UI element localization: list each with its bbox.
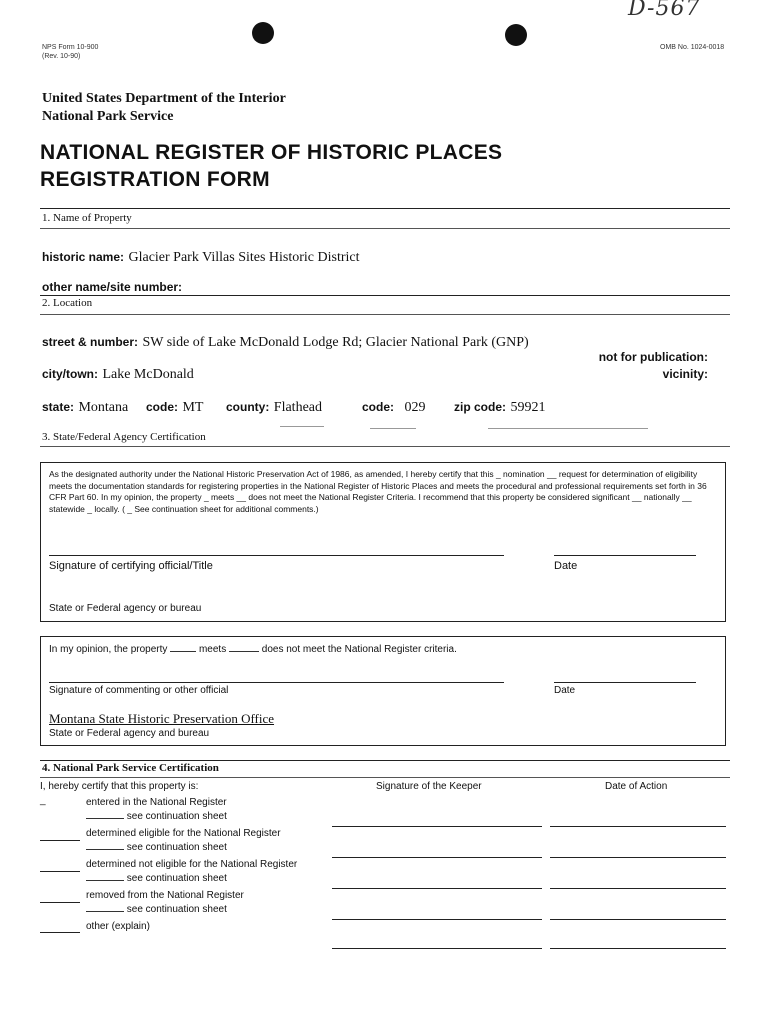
opinion-meets: meets [198,644,227,655]
agency-line-1: United States Department of the Interior [42,91,286,106]
historic-name-label: historic name: [42,250,125,264]
section-1-heading: 1. Name of Property [42,212,132,224]
commenting-date-label: Date [554,685,576,696]
city-label: city/town: [42,367,98,381]
state-group [42,398,128,416]
section-4-heading: 4. National Park Service Certification [42,762,219,774]
removed-continuation-blank[interactable] [86,911,124,912]
commenting-signature-label: Signature of commenting or other official [49,685,229,696]
certifying-agency-label: State or Federal agency or bureau [49,603,202,614]
opinion-not-meet-blank[interactable] [229,651,259,652]
certifying-date-label: Date [554,560,578,572]
section-2-heading: 2. Location [42,297,93,309]
commenting-official-box [40,636,726,746]
section-3-heading: 3. State/Federal Agency Certification [42,431,206,443]
other-name-label: other name/site number: [42,280,183,294]
certifying-signature-line[interactable] [49,555,504,556]
county-label: county: [226,400,270,414]
form-title-line-2: REGISTRATION FORM [40,168,270,191]
other-keeper-line[interactable] [332,948,542,949]
county-field[interactable]: Flathead [273,400,323,415]
scan-dash [280,426,324,427]
removed-label: removed from the National Register [86,890,244,901]
section-3-heading-rule [40,446,730,447]
opinion-prefix: In my opinion, the property [49,644,168,655]
handwritten-reference: D-567 [628,0,701,21]
street-row [42,333,529,351]
removed-continuation-label: see continuation sheet [126,904,227,915]
eligible-check-blank[interactable] [40,840,80,841]
scan-dash [370,428,416,429]
eligible-date-line[interactable] [550,857,726,858]
state-code-group [146,398,203,416]
other-check-blank[interactable] [40,932,80,933]
city-field[interactable]: Lake McDonald [102,367,194,382]
other-date-line[interactable] [550,948,726,949]
eligible-label: determined eligible for the National Register [86,828,281,839]
other-explain-label: other (explain) [86,921,150,932]
vicinity-label: vicinity: [662,367,708,381]
form-revision: (Rev. 10-90) [42,53,81,60]
historic-name-field[interactable]: Glacier Park Villas Sites Historic District [128,250,360,265]
form-number: NPS Form 10-900 [42,44,99,51]
state-label: state: [42,400,75,414]
not-eligible-continuation-blank[interactable] [86,880,124,881]
state-field[interactable]: Montana [78,400,129,415]
not-eligible-label: determined not eligible for the National Register [86,859,298,870]
county-code-field[interactable]: 029 [404,400,426,415]
state-code-field[interactable]: MT [182,400,204,415]
opinion-meets-blank[interactable] [170,651,196,652]
entered-keeper-line[interactable] [332,826,542,827]
commenting-signature-line[interactable] [49,682,504,683]
entered-date-line[interactable] [550,826,726,827]
section-4-heading-rule [40,777,730,778]
entered-continuation-blank[interactable] [86,818,124,819]
not-for-publication-label: not for publication: [598,350,708,364]
section-1-top-rule [40,208,730,209]
scan-dash [488,428,648,429]
county-group [226,398,322,416]
entered-continuation-label: see continuation sheet [126,811,227,822]
not-eligible-keeper-line[interactable] [332,888,542,889]
city-row [42,365,194,383]
date-of-action-label: Date of Action [605,781,668,792]
punch-hole-right [505,24,527,46]
form-title-line-1: NATIONAL REGISTER OF HISTORIC PLACES [40,141,503,164]
nps-certify-intro: I, hereby certify that this property is: [40,781,199,792]
shpo-office-name: Montana State Historic Preservation Office [49,711,275,726]
punch-hole-left [252,22,274,44]
agency-line-2: National Park Service [42,109,174,124]
not-eligible-continuation-label: see continuation sheet [126,873,227,884]
opinion-line [49,644,457,655]
removed-continuation [86,904,227,915]
section-2-top-rule [40,295,730,296]
opinion-suffix: does not meet the National Register criteria. [261,644,457,655]
eligible-continuation [86,842,227,853]
historic-name-row [42,248,360,266]
section-4-top-rule [40,760,730,761]
street-label: street & number: [42,335,139,349]
certifying-date-line[interactable] [554,555,696,556]
eligible-keeper-line[interactable] [332,857,542,858]
eligible-continuation-blank[interactable] [86,849,124,850]
zip-label: zip code: [454,400,507,414]
state-certification-box [40,462,726,622]
zip-group [454,398,545,416]
entered-continuation [86,811,227,822]
removed-keeper-line[interactable] [332,919,542,920]
street-field[interactable]: SW side of Lake McDonald Lodge Rd; Glacier National Park (GNP) [142,335,529,350]
state-code-label: code: [146,400,179,414]
section-1-heading-rule [40,228,730,229]
county-code-group [362,398,425,416]
certifying-signature-label: Signature of certifying official/Title [49,560,213,572]
keeper-signature-label: Signature of the Keeper [376,781,482,792]
removed-date-line[interactable] [550,919,726,920]
not-eligible-continuation [86,873,227,884]
eligible-continuation-label: see continuation sheet [126,842,227,853]
entered-check-mark[interactable]: _ [40,795,46,806]
not-eligible-check-blank[interactable] [40,871,80,872]
county-code-label: code: [362,400,395,414]
commenting-date-line[interactable] [554,682,696,683]
not-eligible-date-line[interactable] [550,888,726,889]
section-2-heading-rule [40,314,730,315]
entered-label: entered in the National Register [86,797,227,808]
shpo-agency-label: State or Federal agency and bureau [49,728,210,739]
omb-number: OMB No. 1024-0018 [660,44,725,51]
zip-field[interactable]: 59921 [510,400,546,415]
certification-text: As the designated authority under the National Historic Preservation Act of 1986, as amended, I hereby certify that this _ nomination __ request for determination of eligibility meets the documentation standards for registering properties in the National Register of Historic Places and meets the procedural and professional requirements set forth in 36 CFR Part 60. In my opinion, the property _ meets __ does not meet the National Register Criteria. I recommend that this property be considered significant __ nationally __ statewide _ locally. ( _ See continuation sheet for additional comments.) [49,469,707,514]
removed-check-blank[interactable] [40,902,80,903]
